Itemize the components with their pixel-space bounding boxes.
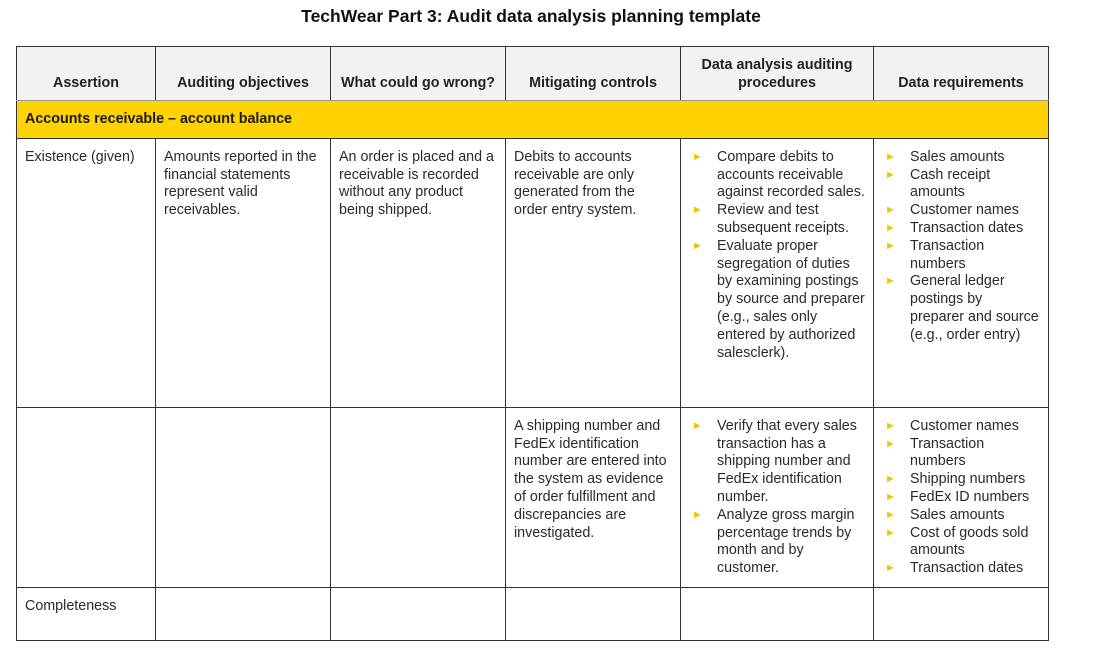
assertion-cell: Existence (given) [17, 138, 156, 407]
arrow-bullet-icon: ► [885, 473, 896, 486]
requirements-list [882, 149, 1040, 345]
list-item [882, 238, 1040, 274]
what-could-go-wrong-cell [331, 407, 506, 587]
requirements-cell [874, 407, 1049, 587]
header-mitigating-controls: Mitigating controls [506, 47, 681, 101]
procedures-cell [681, 587, 874, 640]
arrow-bullet-icon: ► [885, 168, 896, 181]
section-row [17, 101, 1049, 139]
procedures-list [689, 149, 865, 363]
what-could-go-wrong-cell [331, 587, 506, 640]
list-item [882, 167, 1040, 203]
list-item [882, 560, 1040, 578]
assertion-cell [17, 407, 156, 587]
arrow-bullet-icon: ► [885, 419, 896, 432]
arrow-bullet-icon: ► [885, 562, 896, 575]
header-data-analysis-procedures: Data analysis auditing procedures [681, 47, 874, 101]
list-item [882, 471, 1040, 489]
page-title: TechWear Part 3: Audit data analysis planning template [301, 6, 761, 26]
arrow-bullet-icon: ► [885, 150, 896, 163]
list-item [689, 149, 865, 202]
list-item-text: Review and test subsequent receipts. [717, 202, 849, 236]
arrow-bullet-icon: ► [692, 419, 703, 432]
arrow-bullet-icon: ► [885, 490, 896, 503]
list-item [689, 507, 865, 578]
requirements-list [882, 418, 1040, 578]
arrow-bullet-icon: ► [885, 239, 896, 252]
list-item-text: Cost of goods sold amounts [910, 524, 1029, 559]
arrow-bullet-icon: ► [885, 526, 896, 539]
objective-cell [156, 407, 331, 587]
list-item [882, 273, 1040, 344]
what-could-go-wrong-cell: An order is placed and a receivable is recorded without any product being shipped. [331, 138, 506, 407]
header-row [17, 47, 1049, 101]
arrow-bullet-icon: ► [692, 150, 703, 163]
list-item-text: Analyze gross margin percentage trends by month and by customer. [717, 506, 855, 577]
list-item-text: Sales amounts [910, 148, 1005, 165]
section-title: Accounts receivable – account balance [17, 101, 1049, 139]
list-item [882, 149, 1040, 167]
list-item [689, 418, 865, 507]
list-item-text: Customer names [910, 417, 1019, 434]
arrow-bullet-icon: ► [885, 508, 896, 521]
table-row [17, 407, 1049, 587]
list-item [882, 525, 1040, 561]
list-item-text: Transaction dates [910, 219, 1024, 236]
list-item-text: Compare debits to accounts receivable against recorded sales. [717, 148, 865, 201]
arrow-bullet-icon: ► [692, 508, 703, 521]
list-item [882, 202, 1040, 220]
mitigating-control-cell [506, 587, 681, 640]
arrow-bullet-icon: ► [885, 221, 896, 234]
list-item-text: Sales amounts [910, 506, 1005, 523]
arrow-bullet-icon: ► [885, 437, 896, 450]
list-item [689, 238, 865, 363]
mitigating-control-cell: A shipping number and FedEx identification number are entered into the system as evidence of order fulfillment and discrepancies are investigated. [506, 407, 681, 587]
audit-planning-table [16, 46, 1049, 641]
list-item [882, 489, 1040, 507]
list-item-text: Customer names [910, 202, 1019, 219]
list-item [882, 418, 1040, 436]
list-item-text: Transaction dates [910, 560, 1024, 577]
header-what-could-go-wrong: What could go wrong? [331, 47, 506, 101]
list-item [882, 507, 1040, 525]
list-item [882, 436, 1040, 472]
arrow-bullet-icon: ► [692, 239, 703, 252]
list-item-text: Transaction numbers [910, 237, 985, 272]
list-item-text: General ledger postings by preparer and source (e.g., order entry) [910, 273, 1039, 343]
objective-cell [156, 587, 331, 640]
list-item-text: Transaction numbers [910, 435, 985, 470]
procedures-list [689, 418, 865, 578]
header-auditing-objectives: Auditing objectives [156, 47, 331, 101]
table-row [17, 138, 1049, 407]
assertion-cell: Completeness [17, 587, 156, 640]
list-item-text: Shipping numbers [910, 471, 1026, 488]
list-item [689, 202, 865, 238]
list-item [882, 220, 1040, 238]
header-data-requirements: Data requirements [874, 47, 1049, 101]
objective-cell: Amounts reported in the financial statements represent valid receivables. [156, 138, 331, 407]
procedures-cell [681, 407, 874, 587]
requirements-cell [874, 138, 1049, 407]
arrow-bullet-icon: ► [692, 204, 703, 217]
list-item-text: Verify that every sales transaction has a shipping number and FedEx identification number. [717, 417, 857, 505]
list-item-text: Evaluate proper segregation of duties by examining postings by source and preparer (e.g., sales only entered by authorized salesclerk). [717, 237, 865, 361]
requirements-cell [874, 587, 1049, 640]
procedures-cell [681, 138, 874, 407]
list-item-text: Cash receipt amounts [910, 166, 991, 201]
arrow-bullet-icon: ► [885, 204, 896, 217]
table-row [17, 587, 1049, 640]
header-assertion: Assertion [17, 47, 156, 101]
mitigating-control-cell: Debits to accounts receivable are only generated from the order entry system. [506, 138, 681, 407]
list-item-text: FedEx ID numbers [910, 488, 1030, 505]
arrow-bullet-icon: ► [885, 275, 896, 288]
